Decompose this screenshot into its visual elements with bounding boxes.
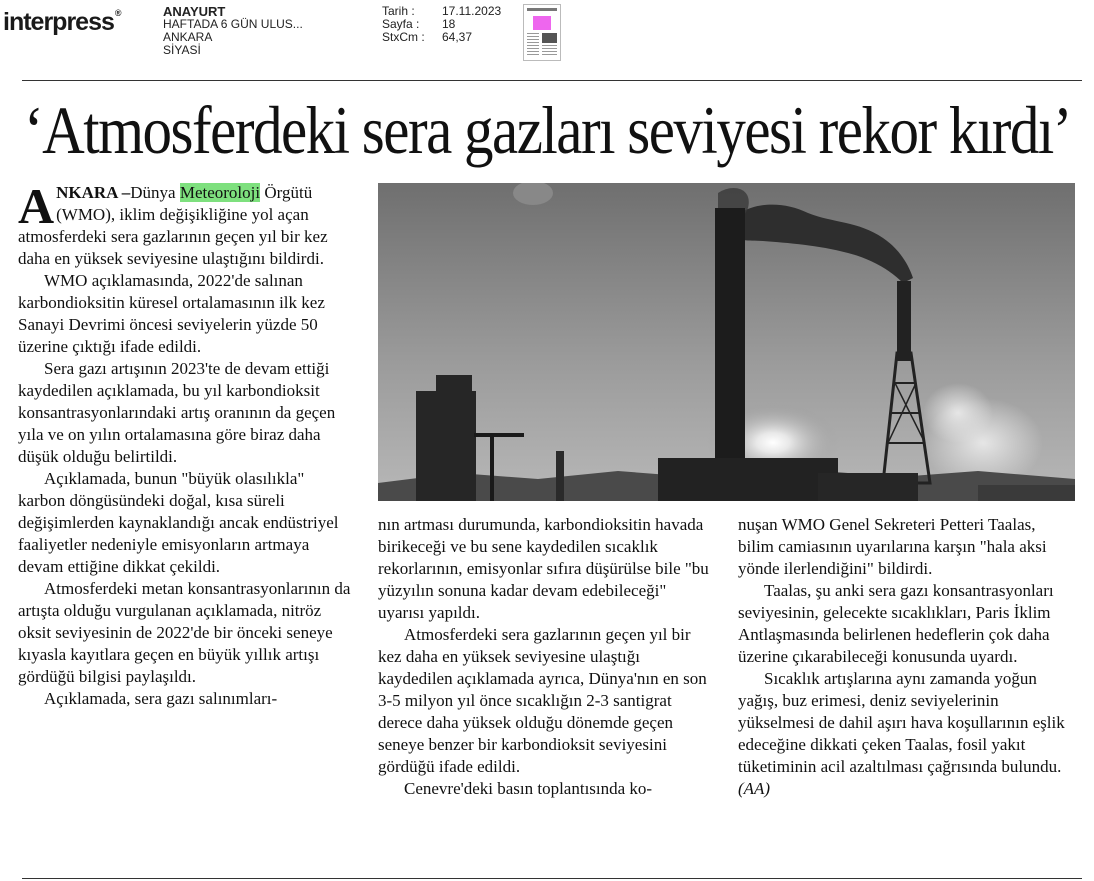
info-date: Tarih : 17.11.2023 bbox=[382, 4, 502, 18]
page-thumbnail[interactable] bbox=[523, 4, 561, 61]
publication-city: ANKARA bbox=[163, 30, 213, 44]
paragraph: Sera gazı artışının 2023'te de devam ettiği kaydedilen açıklamada, bu yıl karbondioksit konsantrasyonlarındaki artış oranının da geçen yıla ve on yılın ortalamasına göre biraz daha düşük olduğu belirtildi. bbox=[18, 359, 336, 466]
headline: ‘Atmosferdeki sera gazları seviyesi rekor kırdı’ bbox=[24, 92, 1071, 168]
paragraph: Açıklamada, sera gazı salınımları- bbox=[44, 689, 278, 708]
paragraph: nın artması durumunda, karbondioksitin havada birikeceği ve bu sene kaydedilen sıcaklık rekorlarının, emisyonlar sıfıra düşürülse bile "bu yüzyılın sonuna kadar devam edebileceği" uyarısı yapıldı. bbox=[378, 515, 709, 622]
paragraph: Atmosferdeki sera gazlarının geçen yıl bir kez daha en yüksek seviyesine ulaştığı kaydedilen açıklamada ayrıca, Dünya'nın en son 3-5 milyon yıl önce sıcaklığın 2-3 santigrat derece daha yüksek olduğu dönemde geçen seneye benzer bir karbondioksit seviyesini gördüğü ifade edildi. bbox=[378, 625, 707, 776]
paragraph: Atmosferdeki metan konsantrasyonlarının da artışta olduğu vurgulanan açıklamada, nitröz oksit seviyesinin de 2022'de bir önceki seneye kıyasla kayıtlara geçen en büyük yıllık artışı gördüğü bilgisi paylaşıldı. bbox=[18, 579, 351, 686]
paragraph: Taalas, şu anki sera gazı konsantrasyonları seviyesinin, gelecekte sıcaklıkları, Paris İklim Antlaşmasında belirlenen hedeflerin çok daha üzerine çıkarabileceği konusunda uyardı. bbox=[738, 581, 1054, 666]
article-column-2 bbox=[378, 514, 714, 800]
photo-illustration bbox=[378, 183, 1075, 501]
bottom-divider bbox=[22, 878, 1082, 879]
publication-meta bbox=[163, 5, 303, 57]
article-column-3 bbox=[738, 514, 1074, 800]
paragraph: Cenevre'deki basın toplantısında ko- bbox=[404, 779, 653, 798]
dateline: NKARA – bbox=[56, 183, 131, 202]
drop-cap: A bbox=[18, 178, 55, 234]
clipping-info bbox=[382, 5, 501, 44]
industrial-smokestack-photo bbox=[378, 183, 1075, 501]
article-column-1 bbox=[18, 178, 354, 710]
paragraph: nuşan WMO Genel Sekreteri Petteri Taalas, bilim camiasının uyarılarına karşın "hala aksi yönde ilerlendiğini" bildirdi. bbox=[738, 515, 1047, 578]
interpress-logo bbox=[3, 8, 121, 37]
logo-text: interpress bbox=[3, 8, 114, 36]
publication-frequency: HAFTADA 6 GÜN ULUS... bbox=[163, 17, 303, 31]
publication-section: SİYASİ bbox=[163, 43, 201, 57]
top-divider bbox=[22, 80, 1082, 81]
paragraph: Açıklamada, bunun "büyük olasılıkla" karbon döngüsündeki doğal, kısa süreli değişimlerden kaynaklandığı ancak endüstriyel faaliyetler nedeniyle emisyonların artmaya devam ettiğine dikkat çekildi. bbox=[18, 469, 339, 576]
source-credit: (AA) bbox=[738, 779, 771, 798]
lead-paragraph: ANKARA –Dünya Meteoroloji Örgütü (WMO), iklim değişikliğine yol açan atmosferdeki sera gazlarının geçen yıl bir kez daha en yüksek seviyesine ulaştığını bildirdi. bbox=[18, 178, 328, 268]
paragraph: Sıcaklık artışlarına aynı zamanda yoğun yağış, buz erimesi, deniz seviyelerinin yükselmesi de dahil aşırı hava koşullarının eşlik edeceğine dikkati çeken Taalas, fosil yakıt tüketiminin acil azaltılması çağrısında bulundu. (AA) bbox=[738, 669, 1065, 798]
info-stxcm: StxCm : 64,37 bbox=[382, 30, 473, 44]
registered-mark: ® bbox=[114, 8, 121, 18]
info-page: Sayfa : 18 bbox=[382, 17, 456, 31]
publication-name: ANAYURT bbox=[163, 4, 226, 19]
highlighted-term: Meteoroloji bbox=[179, 183, 261, 202]
paragraph: WMO açıklamasında, 2022'de salınan karbondioksitin küresel ortalamasının ilk kez Sanayi Devrimi öncesi seviyelerin yüzde 50 üzerine çıktığı ifade edildi. bbox=[18, 271, 325, 356]
